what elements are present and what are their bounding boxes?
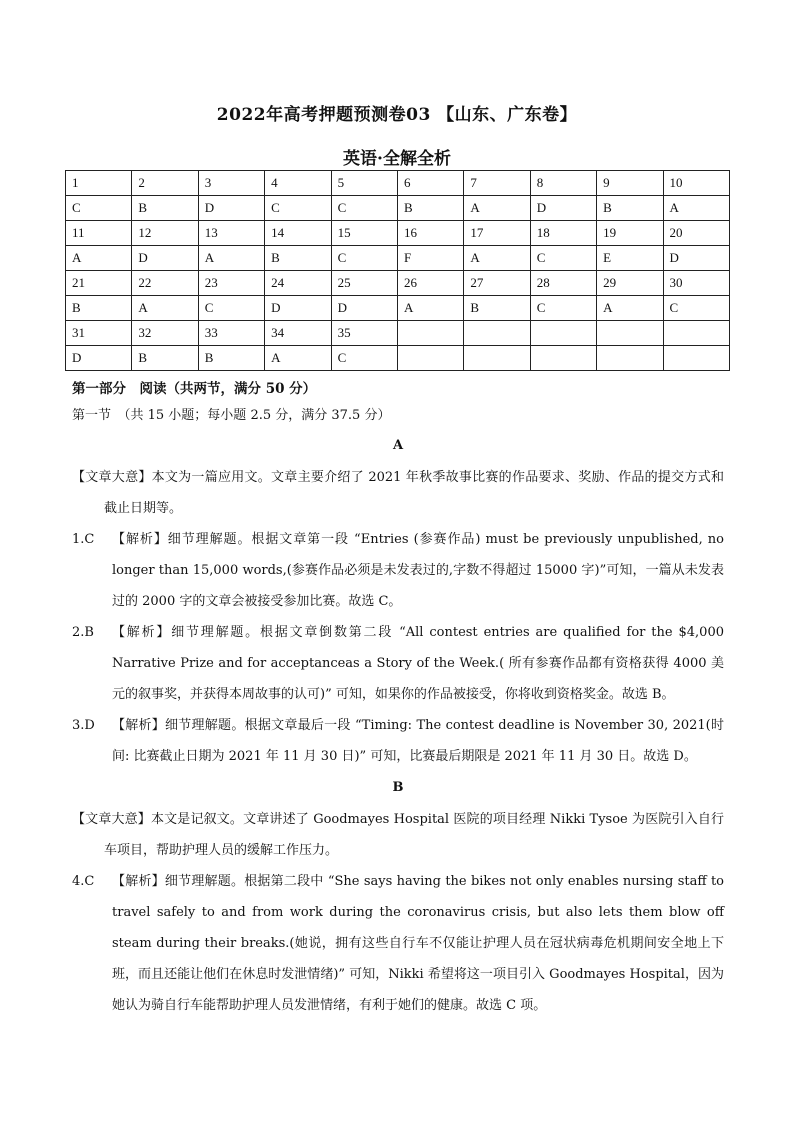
answer-table bbox=[65, 170, 730, 371]
answer-cell: A bbox=[597, 296, 663, 321]
question-number-cell: 17 bbox=[464, 221, 530, 246]
question-number-cell: 30 bbox=[663, 271, 729, 296]
question-number-cell: 15 bbox=[331, 221, 397, 246]
answer-cell: D bbox=[663, 246, 729, 271]
answer-cell: D bbox=[198, 196, 264, 221]
question-number-cell: 29 bbox=[597, 271, 663, 296]
answer-cell: B bbox=[132, 196, 198, 221]
question-number-row bbox=[66, 171, 730, 196]
question-number-cell: 28 bbox=[530, 271, 596, 296]
answer-cell bbox=[397, 346, 463, 371]
page-title: 2022年高考押题预测卷03 【山东、广东卷】 bbox=[216, 105, 578, 125]
question-number-cell bbox=[597, 321, 663, 346]
question-3 bbox=[72, 710, 724, 772]
question-explanation: 【解析】细节理解题。根据文章最后一段 “Timing: The contest deadline is November 30, 2021(时间: 比赛截止日期为 2021 年 11 月 30 日)” 可知，比赛最后期限是 2021 年 11 月 30 日。故选 D。 bbox=[112, 718, 724, 764]
answer-cell: B bbox=[66, 296, 132, 321]
answer-cell: F bbox=[397, 246, 463, 271]
question-number: 2.B bbox=[72, 625, 94, 640]
question-number-cell: 25 bbox=[331, 271, 397, 296]
answer-row bbox=[66, 296, 730, 321]
question-explanation: 【解析】细节理解题。根据第二段中 “She says having the bikes not only enables nursing staff to travel safely to and from work during the coronavirus crisis, but also lets them blow off steam during their breaks.(她说，拥有这些自行车不仅能让护理人员在冠状病毒危机期间安全地上下班，而且还能让他们在休息时发泄情绪)” 可知，Nikki 希望将这一项目引入 Goodmayes Hospital，因为她认为骑自行车能帮助护理人员发泄情绪，有利于她们的健康。故选 C 项。 bbox=[112, 874, 724, 1013]
question-number: 3.D bbox=[72, 718, 95, 733]
answer-cell: A bbox=[464, 246, 530, 271]
answer-cell: B bbox=[132, 346, 198, 371]
answer-cell: C bbox=[663, 296, 729, 321]
answer-cell: C bbox=[198, 296, 264, 321]
question-number-cell: 13 bbox=[198, 221, 264, 246]
answer-row bbox=[66, 346, 730, 371]
part-heading: 第一部分 阅读（共两节，满分 50 分） bbox=[72, 381, 317, 397]
question-number-cell: 18 bbox=[530, 221, 596, 246]
answer-cell: C bbox=[331, 196, 397, 221]
question-number-cell: 1 bbox=[66, 171, 132, 196]
answer-cell: A bbox=[132, 296, 198, 321]
content-body bbox=[72, 376, 724, 1021]
answer-cell bbox=[663, 346, 729, 371]
answer-row bbox=[66, 196, 730, 221]
question-2 bbox=[72, 617, 724, 710]
question-number-cell: 16 bbox=[397, 221, 463, 246]
answer-cell bbox=[464, 346, 530, 371]
question-number-cell: 14 bbox=[265, 221, 331, 246]
question-number-row bbox=[66, 271, 730, 296]
question-number-cell: 9 bbox=[597, 171, 663, 196]
answer-cell: B bbox=[397, 196, 463, 221]
question-number-cell: 21 bbox=[66, 271, 132, 296]
question-number: 1.C bbox=[72, 532, 95, 547]
answer-cell: C bbox=[66, 196, 132, 221]
answer-cell: D bbox=[530, 196, 596, 221]
answer-cell: A bbox=[464, 196, 530, 221]
question-number-cell: 35 bbox=[331, 321, 397, 346]
question-number-row bbox=[66, 321, 730, 346]
question-number-cell bbox=[530, 321, 596, 346]
question-number: 4.C bbox=[72, 874, 95, 889]
answer-cell: D bbox=[66, 346, 132, 371]
answer-cell: B bbox=[265, 246, 331, 271]
answer-cell: D bbox=[132, 246, 198, 271]
question-number-cell: 23 bbox=[198, 271, 264, 296]
answer-cell: C bbox=[331, 346, 397, 371]
question-number-cell: 10 bbox=[663, 171, 729, 196]
answer-cell: A bbox=[66, 246, 132, 271]
answer-cell: A bbox=[265, 346, 331, 371]
answer-cell: B bbox=[597, 196, 663, 221]
question-number-cell: 12 bbox=[132, 221, 198, 246]
question-number-cell: 20 bbox=[663, 221, 729, 246]
answer-cell: B bbox=[198, 346, 264, 371]
answer-row bbox=[66, 246, 730, 271]
question-number-cell: 4 bbox=[265, 171, 331, 196]
question-number-cell: 34 bbox=[265, 321, 331, 346]
answer-cell: A bbox=[198, 246, 264, 271]
question-number-cell bbox=[397, 321, 463, 346]
question-number-cell: 19 bbox=[597, 221, 663, 246]
answer-cell: E bbox=[597, 246, 663, 271]
question-number-cell: 32 bbox=[132, 321, 198, 346]
question-number-cell: 33 bbox=[198, 321, 264, 346]
answer-cell: C bbox=[331, 246, 397, 271]
question-number-cell: 5 bbox=[331, 171, 397, 196]
page-subtitle: 英语·全解全析 bbox=[343, 149, 451, 169]
question-4 bbox=[72, 866, 724, 1021]
answer-cell: A bbox=[663, 196, 729, 221]
answer-cell bbox=[530, 346, 596, 371]
answer-cell: A bbox=[397, 296, 463, 321]
passage-b-summary: 【文章大意】本文是记叙文。文章讲述了 Goodmayes Hospital 医院的项目经理 Nikki Tysoe 为医院引入自行车项目，帮助护理人员的缓解工作压力。 bbox=[72, 812, 724, 858]
question-number-cell: 2 bbox=[132, 171, 198, 196]
question-number-cell: 11 bbox=[66, 221, 132, 246]
question-explanation: 【解析】细节理解题。根据文章倒数第二段 “All contest entries are qualified for the $4,000 Narrative Prize and for acceptanceas a Story of the Week.( 所有参赛作品都有资格获得 4000 美元的叙事奖，并获得本周故事的认可)” 可知，如果你的作品被接受，你将收到资格奖金。故选 B。 bbox=[112, 625, 724, 702]
answer-cell: D bbox=[331, 296, 397, 321]
question-number-cell bbox=[464, 321, 530, 346]
question-number-cell: 31 bbox=[66, 321, 132, 346]
question-number-cell: 26 bbox=[397, 271, 463, 296]
question-number-cell: 6 bbox=[397, 171, 463, 196]
section-heading: 第一节 （共 15 小题；每小题 2.5 分，满分 37.5 分） bbox=[72, 408, 391, 423]
question-number-cell: 7 bbox=[464, 171, 530, 196]
passage-b-letter: B bbox=[392, 780, 404, 795]
question-1 bbox=[72, 524, 724, 617]
answer-cell: B bbox=[464, 296, 530, 321]
question-number-cell: 27 bbox=[464, 271, 530, 296]
answer-cell: D bbox=[265, 296, 331, 321]
answer-cell: C bbox=[265, 196, 331, 221]
question-explanation: 【解析】细节理解题。根据文章第一段 “Entries (参赛作品) must be previously unpublished, no longer than 15,000 words,(参赛作品必须是未发表过的,字数不得超过 15000 字)”可知，一篇从未发表过的 2000 字的文章会被接受参加比赛。故选 C。 bbox=[112, 532, 724, 609]
passage-a-summary: 【文章大意】本文为一篇应用文。文章主要介绍了 2021 年秋季故事比赛的作品要求、奖励、作品的提交方式和截止日期等。 bbox=[72, 470, 724, 516]
question-number-cell: 8 bbox=[530, 171, 596, 196]
question-number-row bbox=[66, 221, 730, 246]
question-number-cell: 24 bbox=[265, 271, 331, 296]
question-number-cell bbox=[663, 321, 729, 346]
question-number-cell: 3 bbox=[198, 171, 264, 196]
answer-cell bbox=[597, 346, 663, 371]
answer-cell: C bbox=[530, 296, 596, 321]
passage-a-letter: A bbox=[392, 438, 404, 453]
answer-cell: C bbox=[530, 246, 596, 271]
question-number-cell: 22 bbox=[132, 271, 198, 296]
